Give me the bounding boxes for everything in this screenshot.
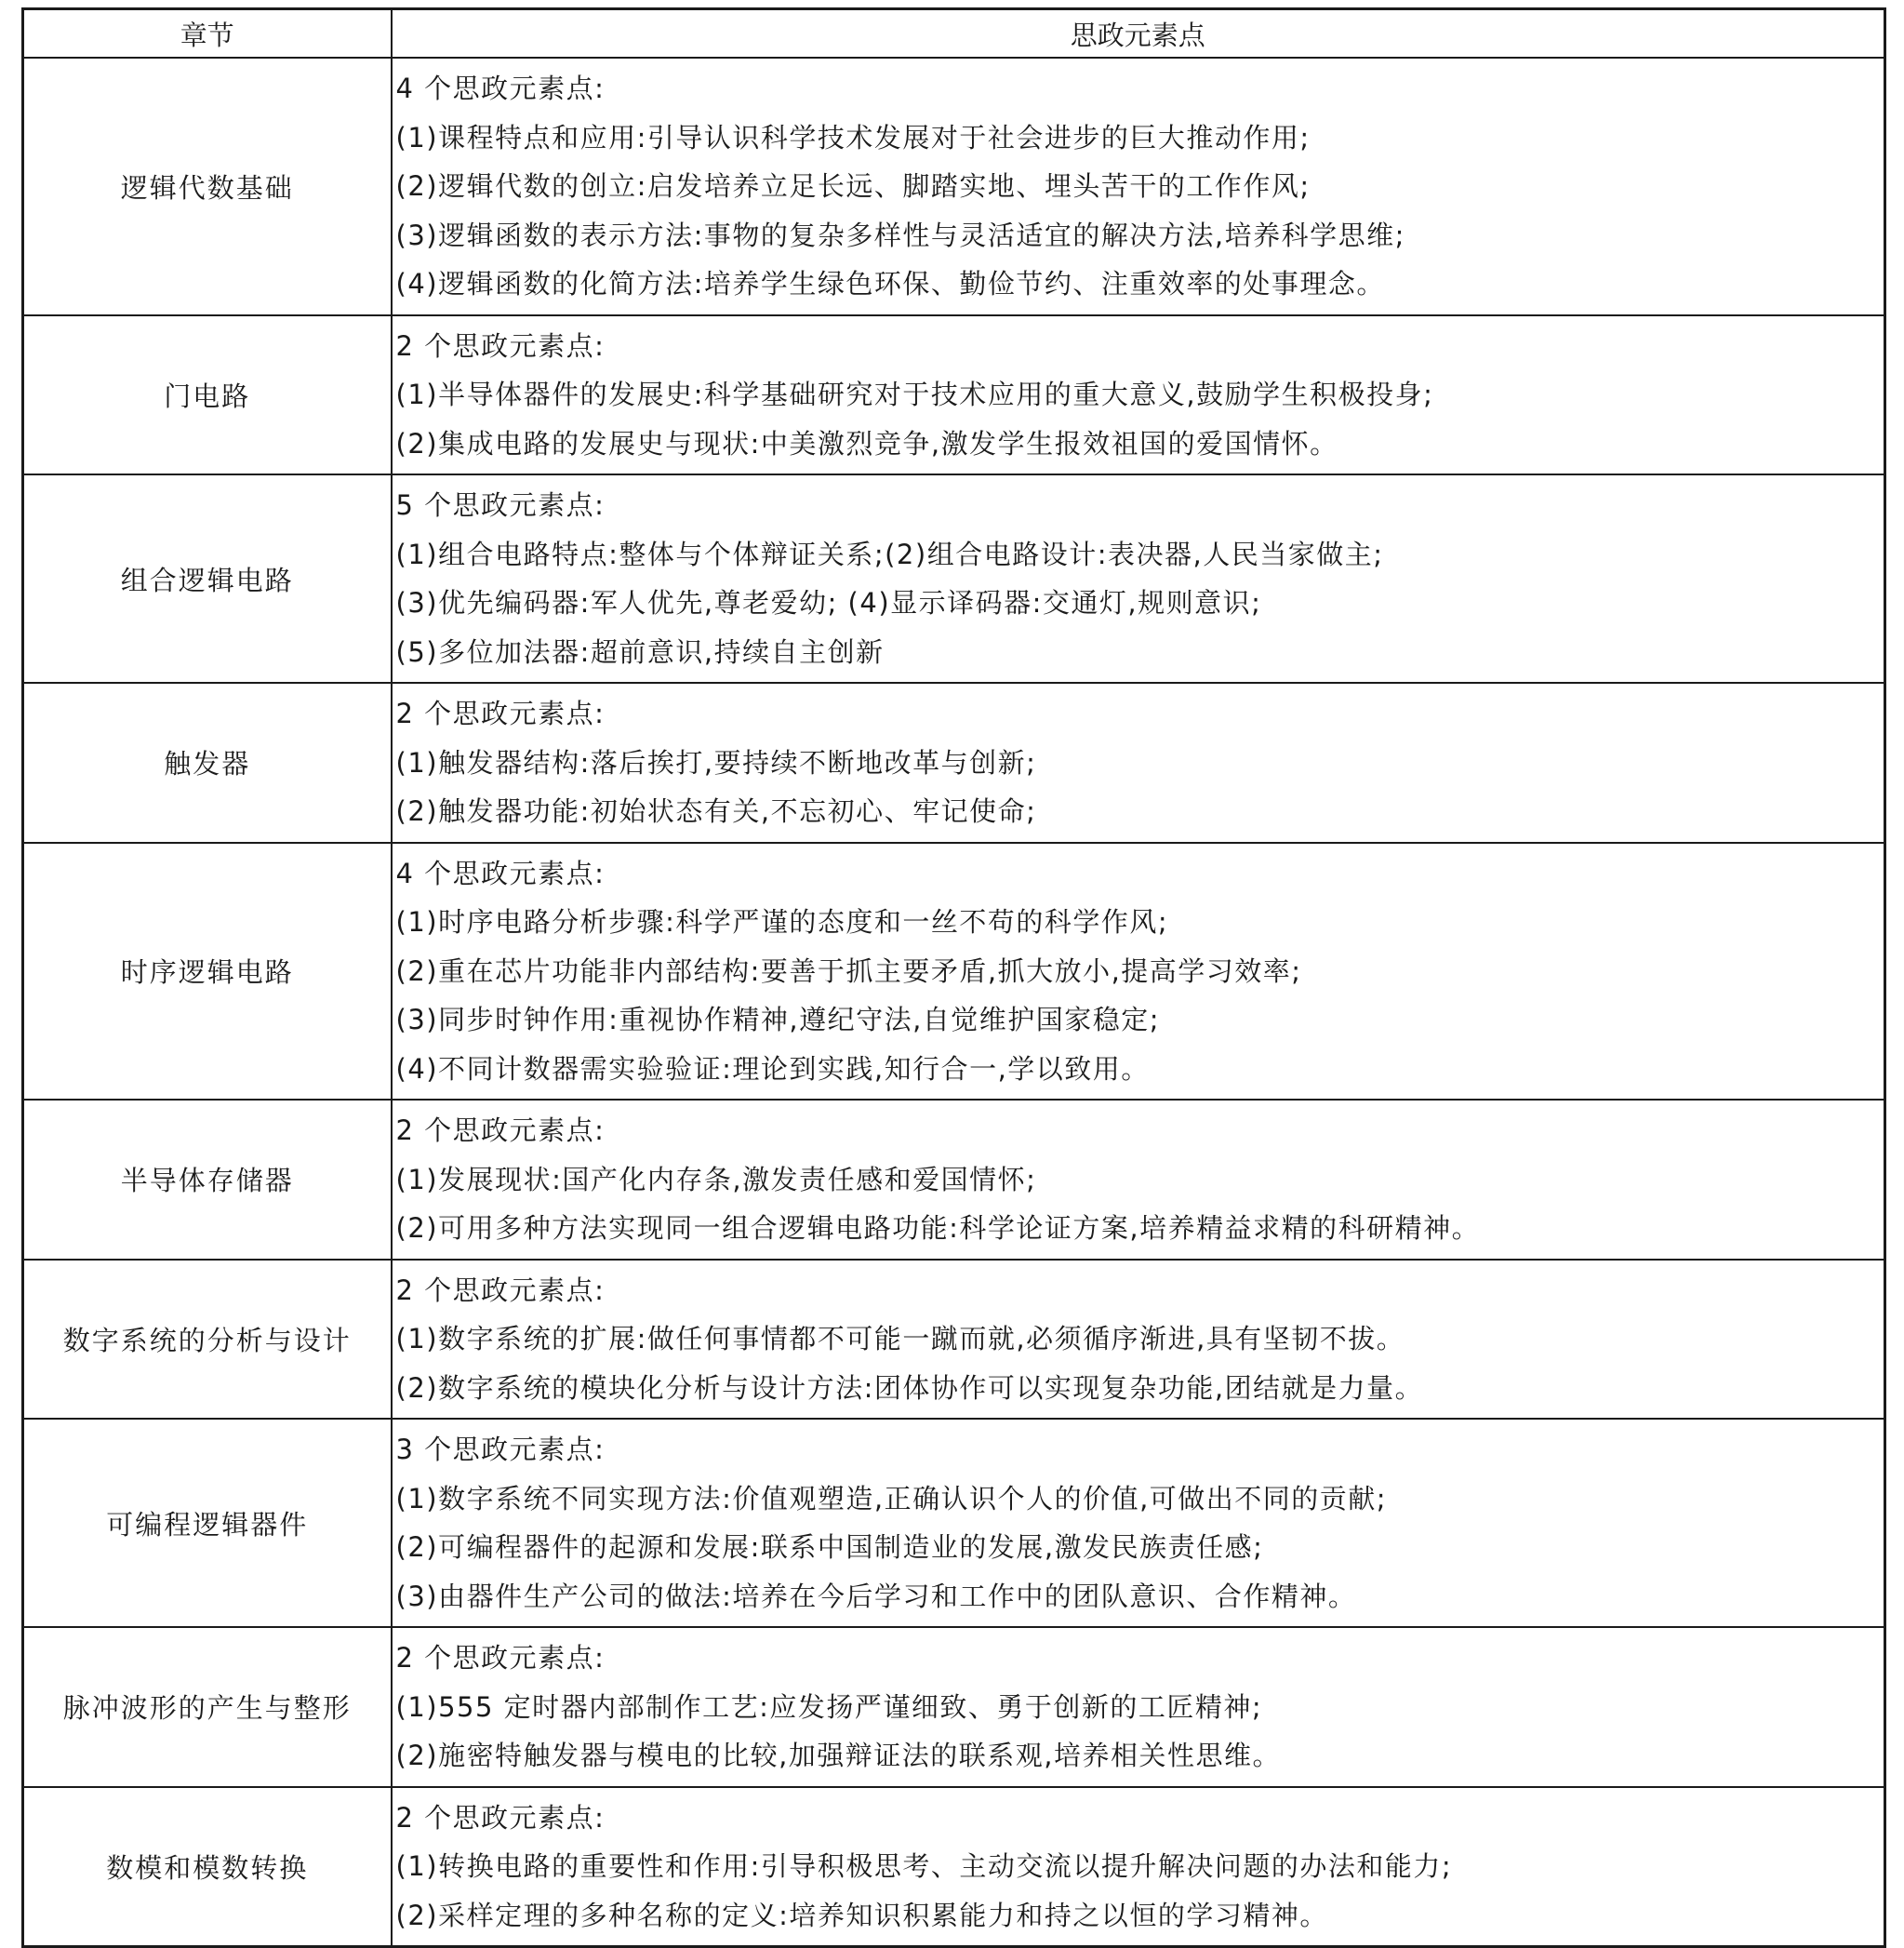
table-row: [23, 58, 1885, 315]
point-line: (4)逻辑函数的化简方法:培养学生绿色环保、勤俭节约、注重效率的处事理念。: [395, 268, 1385, 300]
point-line: (1)转换电路的重要性和作用:引导积极思考、主动交流以提升解决问题的办法和能力;: [395, 1850, 1453, 1882]
point-line: (3)优先编码器:军人优先,尊老爱幼; (4)显示译码器:交通灯,规则意识;: [395, 587, 1262, 619]
points-count-line: 5 个思政元素点:: [395, 489, 606, 521]
chapter-cell: 可编程逻辑器件: [23, 1419, 392, 1627]
points-count-line: 2 个思政元素点:: [395, 1642, 606, 1674]
ideology-elements-table-container: [21, 7, 1884, 1948]
points-cell: [392, 683, 1885, 843]
table-row: [23, 843, 1885, 1101]
chapter-cell: 时序逻辑电路: [23, 843, 392, 1101]
table-row: [23, 315, 1885, 475]
points-cell: [392, 1787, 1885, 1947]
chapter-cell: 数模和模数转换: [23, 1787, 392, 1947]
point-line: (1)数字系统的扩展:做任何事情都不可能一蹴而就,必须循序渐进,具有坚韧不拔。: [395, 1323, 1405, 1354]
point-line: (3)由器件生产公司的做法:培养在今后学习和工作中的团队意识、合作精神。: [395, 1580, 1357, 1612]
point-line: (1)数字系统不同实现方法:价值观塑造,正确认识个人的价值,可做出不同的贡献;: [395, 1482, 1388, 1514]
chapter-cell: 脉冲波形的产生与整形: [23, 1627, 392, 1787]
chapter-cell: 触发器: [23, 683, 392, 843]
points-count-line: 4 个思政元素点:: [395, 73, 606, 104]
points-cell: [392, 843, 1885, 1101]
table-body: [23, 58, 1885, 1947]
table-row: [23, 1419, 1885, 1627]
point-line: (3)同步时钟作用:重视协作精神,遵纪守法,自觉维护国家稳定;: [395, 1004, 1161, 1035]
point-line: (2)可用多种方法实现同一组合逻辑电路功能:科学论证方案,培养精益求精的科研精神。: [395, 1212, 1481, 1244]
points-cell: [392, 474, 1885, 683]
points-cell: [392, 1260, 1885, 1420]
chapter-cell: 组合逻辑电路: [23, 474, 392, 683]
table-row: [23, 1627, 1885, 1787]
point-line: (2)采样定理的多种名称的定义:培养知识积累能力和持之以恒的学习精神。: [395, 1899, 1328, 1931]
table-row: [23, 1100, 1885, 1260]
ideology-elements-table: [21, 7, 1886, 1948]
point-line: (2)重在芯片功能非内部结构:要善于抓主要矛盾,抓大放小,提高学习效率;: [395, 954, 1302, 987]
points-count-line: 2 个思政元素点:: [395, 1274, 606, 1306]
points-count-line: 2 个思政元素点:: [395, 698, 606, 729]
point-line: (1)半导体器件的发展史:科学基础研究对于技术应用的重大意义,鼓励学生积极投身;: [395, 379, 1434, 410]
points-cell: [392, 1100, 1885, 1260]
table-row: [23, 1787, 1885, 1947]
point-line: (1)时序电路分析步骤:科学严谨的态度和一丝不苟的科学作风;: [395, 906, 1169, 938]
points-cell: [392, 58, 1885, 315]
chapter-cell: 半导体存储器: [23, 1100, 392, 1260]
chapter-cell: 门电路: [23, 315, 392, 475]
points-cell: [392, 315, 1885, 475]
point-line: (1)发展现状:国产化内存条,激发责任感和爱国情怀;: [395, 1163, 1037, 1195]
point-line: (5)多位加法器:超前意识,持续自主创新: [395, 635, 885, 668]
point-line: (1)触发器结构:落后挨打,要持续不断地改革与创新;: [395, 746, 1037, 779]
point-line: (1)组合电路特点:整体与个体辩证关系;(2)组合电路设计:表决器,人民当家做主;: [395, 538, 1384, 570]
points-count-line: 2 个思政元素点:: [395, 329, 606, 362]
point-line: (2)数字系统的模块化分析与设计方法:团体协作可以实现复杂功能,团结就是力量。: [395, 1371, 1424, 1404]
table-row: [23, 683, 1885, 843]
points-cell: [392, 1627, 1885, 1787]
point-line: (1)555 定时器内部制作工艺:应发扬严谨细致、勇于创新的工匠精神;: [395, 1690, 1263, 1723]
header-points: 思政元素点: [392, 9, 1885, 59]
table-row: [23, 1260, 1885, 1420]
point-line: (2)逻辑代数的创立:启发培养立足长远、脚踏实地、埋头苦干的工作作风;: [395, 170, 1311, 202]
point-line: (2)集成电路的发展史与现状:中美激烈竞争,激发学生报效祖国的爱国情怀。: [395, 427, 1338, 460]
chapter-cell: 逻辑代数基础: [23, 58, 392, 315]
points-count-line: 2 个思政元素点:: [395, 1801, 606, 1834]
points-cell: [392, 1419, 1885, 1627]
table-header-row: [23, 9, 1885, 59]
table-row: [23, 474, 1885, 683]
point-line: (2)触发器功能:初始状态有关,不忘初心、牢记使命;: [395, 795, 1037, 827]
point-line: (3)逻辑函数的表示方法:事物的复杂多样性与灵活适宜的解决方法,培养科学思维;: [395, 219, 1405, 251]
point-line: (4)不同计数器需实验验证:理论到实践,知行合一,学以致用。: [395, 1052, 1150, 1085]
header-chapter: 章节: [23, 9, 392, 59]
points-count-line: 3 个思政元素点:: [395, 1434, 606, 1465]
point-line: (1)课程特点和应用:引导认识科学技术发展对于社会进步的巨大推动作用;: [395, 121, 1311, 153]
point-line: (2)施密特触发器与模电的比较,加强辩证法的联系观,培养相关性思维。: [395, 1740, 1282, 1771]
point-line: (2)可编程器件的起源和发展:联系中国制造业的发展,激发民族责任感;: [395, 1531, 1264, 1563]
points-count-line: 4 个思政元素点:: [395, 857, 606, 889]
chapter-cell: 数字系统的分析与设计: [23, 1260, 392, 1420]
points-count-line: 2 个思政元素点:: [395, 1114, 606, 1146]
